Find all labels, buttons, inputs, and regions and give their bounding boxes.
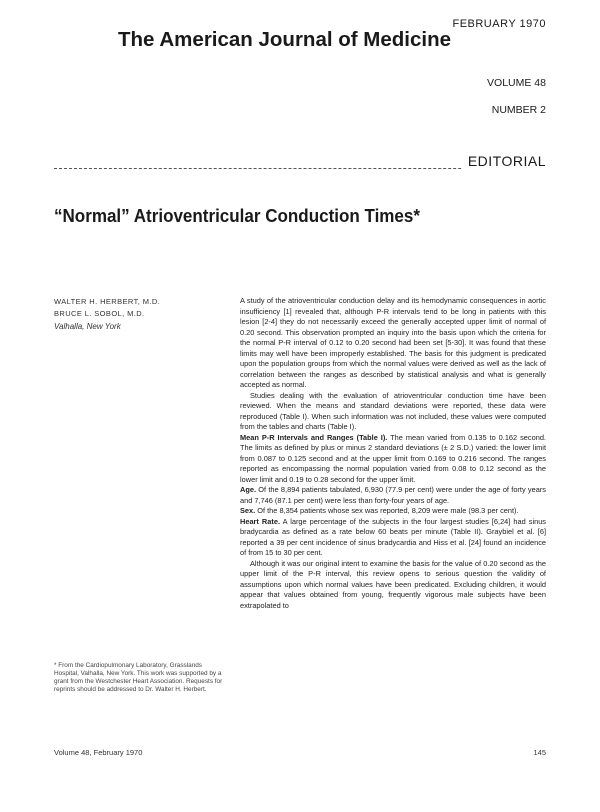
author-affiliation: Valhalla, New York — [54, 322, 121, 331]
journal-title: The American Journal of Medicine — [118, 28, 452, 51]
article-body — [240, 296, 546, 611]
page-number: 145 — [533, 748, 546, 757]
paragraph-text: Of the 8,894 patients tabulated, 6,930 (77.9 per cent) were under the age of forty years and 7,746 (87.1 per cent) were less than forty-four years of age. — [240, 485, 546, 505]
paragraph-text: Although it was our original intent to examine the basis for the value of 0.20 second as the upper limit of the P-R interval, this review opens to serious question the validity of assumptions upon which normal values have been predicated. Excluding children, it would appear that values obtained from young, frequently vigorous male subjects have been extrapolated to — [240, 558, 546, 610]
body-paragraph — [240, 433, 546, 486]
author-name: WALTER H. HERBERT, M.D. — [54, 297, 161, 306]
section-label: EDITORIAL — [462, 153, 546, 169]
paragraph-heading: Heart Rate. — [240, 516, 281, 526]
paragraph-heading: Mean P-R Intervals and Ranges (Table I). — [240, 432, 388, 442]
paragraph-heading: Sex. — [240, 506, 256, 515]
paragraph-text: A study of the atrioventricular conduction delay and its hemodynamic consequences in aortic insufficiency [1] revealed that, although P-R intervals tend to be long in patients with this lesion [2-4] they do not necessarily exceed the generally accepted upper limit of normal of 0.20 second. This observation prompted an inquiry into the basis upon which the criteria for the normal P-R interval of 0.12 to 0.20 second had been set [5-30]. It was found that these limits may well have been improperly established. The basis for this judgment is predicated upon the population groups from which the normal values were derived as well as the lack of correlation between the ranges as described by statistical analysis and what is generally accepted as normal. — [240, 296, 546, 389]
author-name: BRUCE L. SOBOL, M.D. — [54, 309, 145, 318]
body-paragraph — [240, 506, 546, 517]
body-paragraph — [240, 296, 546, 391]
footer-issue: Volume 48, February 1970 — [54, 748, 143, 757]
paragraph-text: Studies dealing with the evaluation of atrioventricular conduction time have been reviewed. When the means and standard deviations were reported, these data were reproduced (Table I). When such information was not included, these values were computed from the tables and charts (Table I). — [240, 390, 546, 431]
number-label: NUMBER 2 — [491, 104, 546, 116]
paragraph-text: Of the 8,354 patients whose sex was reported, 8,209 were male (98.3 per cent). — [255, 506, 519, 515]
paragraph-text: The mean varied from 0.135 to 0.162 second. The limits as defined by plus or minus 2 standard deviations (± 2 S.D.) varied: the lower limit from 0.087 to 0.125 second and at the upper limit from 0.169 to 0.216 second. The ranges reported as encompassing the normal population varied from 0.08 to 0.12 second as the lower limit and 0.19 to 0.28 second for the upper limit. — [240, 432, 546, 484]
body-paragraph — [240, 485, 546, 506]
body-paragraph — [240, 559, 546, 612]
footnote: * From the Cardiopulmonary Laboratory, Grasslands Hospital, Valhalla, New York. This work was supported by a grant from the Westchester Heart Association. Requests for reprints should be addressed to Dr. Walter H. Herbert. — [54, 662, 223, 693]
volume-label: VOLUME 48 — [487, 77, 546, 89]
issue-date: FEBRUARY 1970 — [452, 18, 546, 30]
body-paragraph — [240, 517, 546, 559]
paragraph-text: A large percentage of the subjects in the four largest studies [6,24] had sinus bradycardia as defined as a rate below 60 beats per minute (Table II). Graybiel et al. [6] reported a 39 per cent incidence of sinus bradycardia and Hiss et al. [24] found an incidence of from 15 to 30 per cent. — [240, 516, 547, 557]
paragraph-heading: Age. — [240, 485, 257, 494]
body-paragraph — [240, 391, 546, 433]
article-title: “Normal” Atrioventricular Conduction Times* — [54, 205, 421, 226]
